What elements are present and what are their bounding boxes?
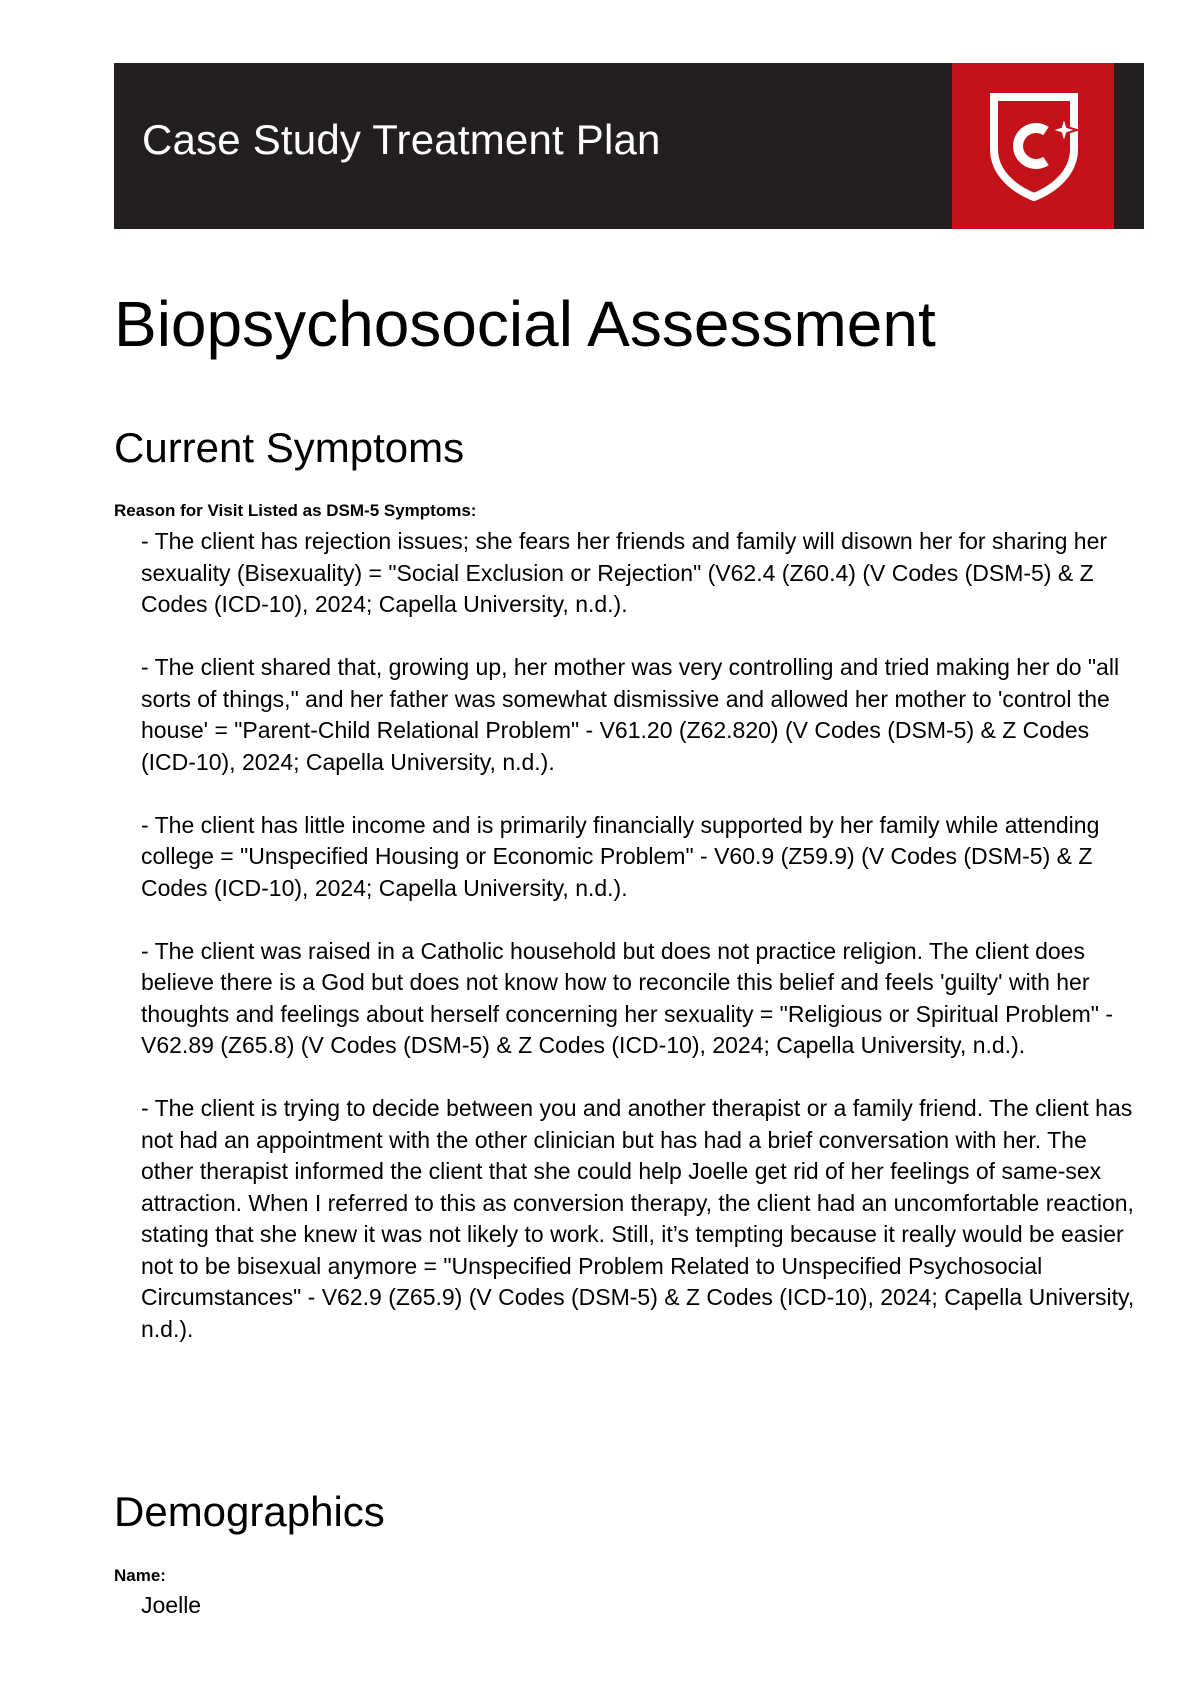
symptom-item: - The client has little income and is primarily financially supported by her family while attending college = "Unspecified Housing or Economic Problem" - V60.9 (Z59.9) (V Codes (DSM-5) & Z Codes (ICD-10), 2024; Capella University, n.d.). [141,811,1100,901]
name-label: Name: [114,1566,166,1585]
capella-shield-logo-icon [988,91,1080,201]
current-symptoms-heading: Current Symptoms [114,424,465,471]
header-title: Case Study Treatment Plan [142,116,661,163]
symptom-item: - The client is trying to decide between you and another therapist or a family friend. The client has not had an appointment with the other clinician but has had a brief conversation with her. The other therapist informed the client that she could help Joelle get rid of her feelings of same-sex attraction. When I referred to this as conversion therapy, the client had an uncomfortable reaction, stating that she knew it was not likely to work. Still, it’s tempting because it really would be easier not to be bisexual anymore = "Unspecified Problem Related to Unspecified Psychosocial Circumstances" - V62.9 (Z65.9) (V Codes (DSM-5) & Z Codes (ICD-10), 2024; Capella University, n.d.). [141,1095,1135,1342]
logo-block [952,63,1114,229]
document-title: Biopsychosocial Assessment [114,288,936,360]
reason-for-visit-label: Reason for Visit Listed as DSM-5 Symptoms: [114,501,477,520]
demographics-heading: Demographics [114,1488,385,1535]
header-banner [114,63,1144,229]
symptom-item: - The client has rejection issues; she fears her friends and family will disown her for sharing her sexuality (Bisexuality) = "Social Exclusion or Rejection" (V62.4 (Z60.4) (V Codes (DSM-5) & Z Codes (ICD-10), 2024; Capella University, n.d.). [141,528,1108,617]
symptom-item: - The client shared that, growing up, her mother was very controlling and tried making her do "all sorts of things," and her father was somewhat dismissive and allowed her mother to 'control the house' = "Parent-Child Relational Problem" - V61.20 (Z62.820) (V Codes (DSM-5) & Z Codes (ICD-10), 2024; Capella University, n.d.). [141,654,1120,775]
symptom-list [141,526,1141,1345]
name-value: Joelle [141,1592,202,1618]
symptom-item: - The client was raised in a Catholic household but does not practice religion. The client does believe there is a God but does not know how to reconcile this belief and feels 'guilty' with her thoughts and feelings about herself concerning her sexuality = "Religious or Spiritual Problem" - V62.89 (Z65.8) (V Codes (DSM-5) & Z Codes (ICD-10), 2024; Capella University, n.d.). [141,937,1114,1058]
